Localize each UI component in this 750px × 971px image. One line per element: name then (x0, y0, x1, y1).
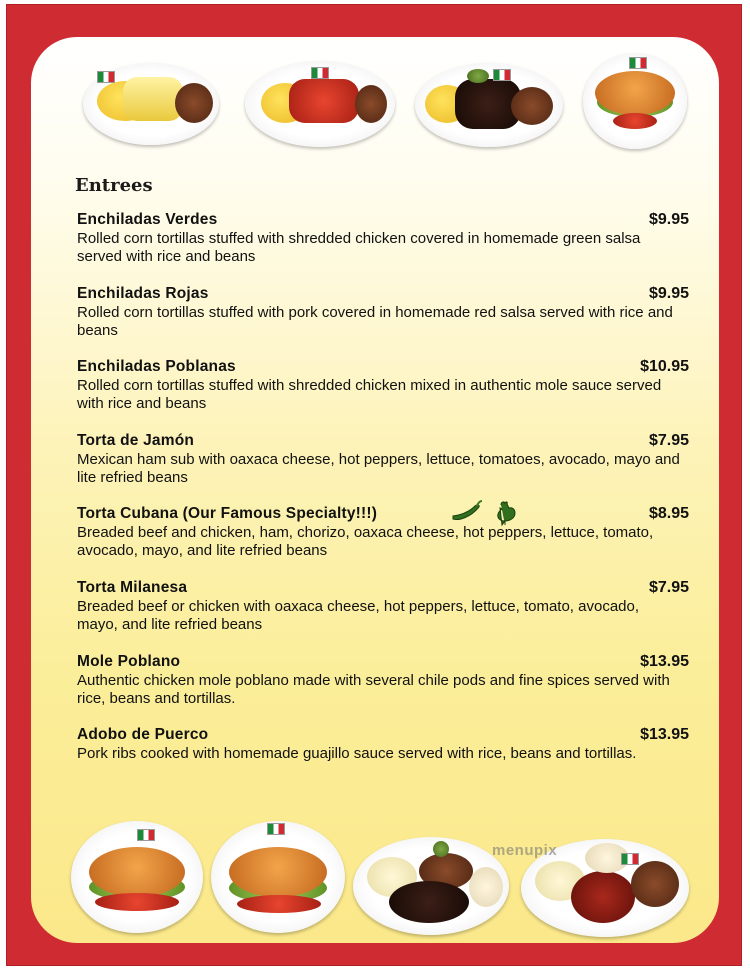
item-name: Torta de Jamón (77, 431, 195, 449)
chili-pepper-icon (449, 499, 485, 525)
item-price: $7.95 (648, 431, 689, 449)
enchiladas-verdes-photo (83, 63, 219, 145)
enchiladas-rojas-photo (245, 61, 395, 147)
item-description: Authentic chicken mole poblano made with several chile pods and fine spices served with rice, beans and tortillas. (77, 671, 670, 707)
item-name: Enchiladas Rojas (77, 284, 209, 302)
item-name: Torta Cubana (Our Famous Specialty!!!) (77, 505, 378, 523)
item-price: $9.95 (648, 211, 689, 228)
item-description: Rolled corn tortillas stuffed with shredded chicken mixed in authentic mole sauce served with rice and beans (77, 377, 662, 413)
item-price: $13.95 (640, 652, 689, 670)
menu-frame (6, 4, 742, 966)
item-name: Mole Poblano (77, 652, 181, 670)
item-name: Enchiladas Poblanas (77, 358, 236, 376)
rooster-icon (493, 499, 519, 527)
item-name: Adobo de Puerco (77, 726, 209, 744)
menu-item (77, 358, 689, 432)
bottom-photo-row (31, 815, 719, 943)
item-description: Mexican ham sub with oaxaca cheese, hot peppers, lettuce, tomatoes, avocado, mayo and lite refried beans (77, 450, 680, 486)
mole-poblano-photo (353, 837, 509, 935)
torta-photo-bottom-2 (211, 821, 345, 933)
item-price: $8.95 (648, 505, 689, 523)
top-photo-row (31, 45, 719, 175)
menu-item (77, 211, 689, 285)
torta-photo-top (583, 53, 687, 149)
menu-panel (31, 37, 719, 943)
item-price: $9.95 (648, 284, 689, 302)
section-title-entrees: Entrees (75, 175, 153, 196)
item-description: Pork ribs cooked with homemade guajillo sauce served with rice, beans and tortillas. (77, 745, 637, 763)
item-description: Rolled corn tortillas stuffed with shredded chicken covered in homemade green salsa served with rice and beans (77, 230, 641, 265)
menu-item (77, 653, 689, 727)
item-price: $10.95 (640, 358, 689, 376)
entrees-list (77, 211, 689, 800)
item-price: $13.95 (640, 726, 689, 744)
item-name: Enchiladas Verdes (77, 211, 218, 228)
item-price: $7.95 (648, 578, 689, 596)
menu-item (77, 285, 689, 359)
watermark: menupix (492, 842, 558, 859)
item-description: Breaded beef or chicken with oaxaca cheese, hot peppers, lettuce, tomato, avocado, mayo, and lite refried beans (77, 597, 640, 633)
specialty-icons (449, 499, 523, 527)
item-description: Rolled corn tortillas stuffed with pork covered in homemade red salsa served with rice and beans (77, 303, 673, 339)
menu-item (77, 579, 689, 653)
item-description: Breaded beef and chicken, ham, chorizo, oaxaca cheese, hot peppers, lettuce, tomato, avocado, mayo, and lite refried beans (77, 524, 654, 560)
menu-item (77, 505, 689, 579)
enchiladas-poblanas-photo (415, 63, 563, 147)
menu-item (77, 726, 689, 800)
menu-item (77, 432, 689, 506)
item-name: Torta Milanesa (77, 578, 188, 596)
torta-photo-bottom-1 (71, 821, 203, 933)
